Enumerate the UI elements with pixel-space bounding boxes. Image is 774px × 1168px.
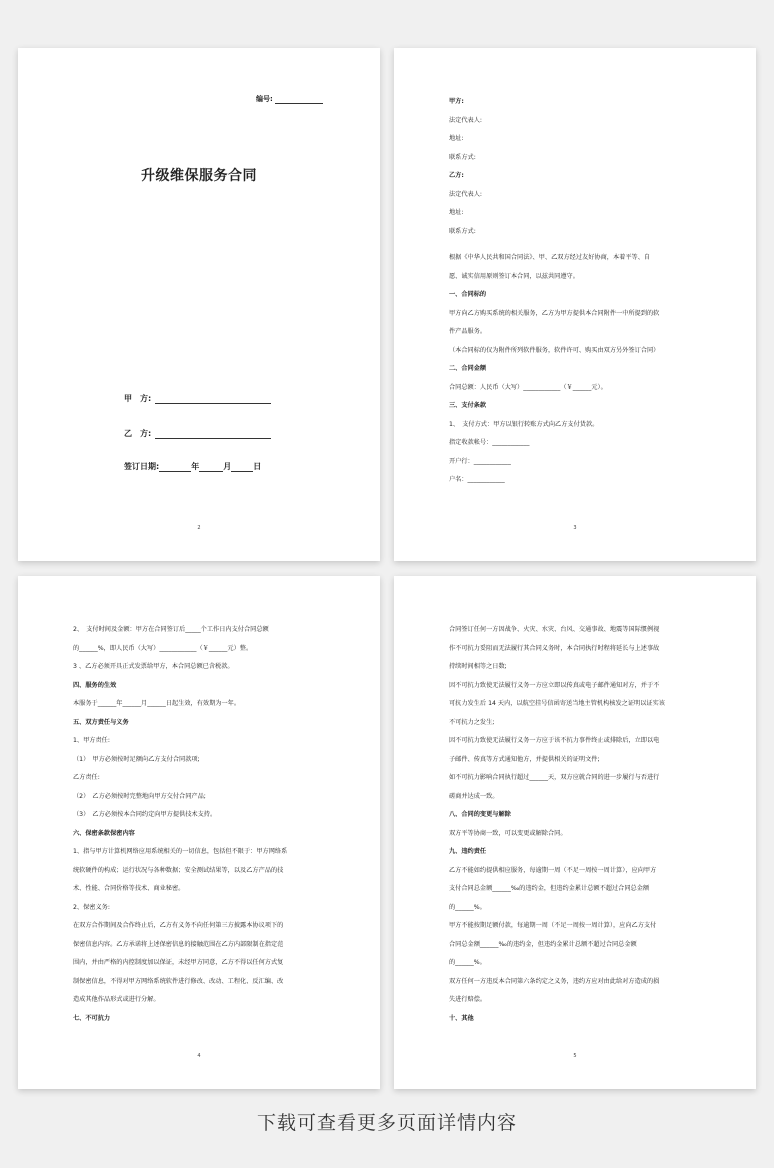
text-line: 持续时间相等之日数; <box>449 663 507 670</box>
contract-number-label: 编号: <box>256 95 273 103</box>
text-line: 子邮件、传真等方式通知他方，并提供相关的证明文件; <box>449 755 600 763</box>
text-line: 1、 支付方式：甲方以银行转账方式向乙方支付货款。 <box>449 420 599 428</box>
text-line: 乙方不能如约提供相应服务，每逾期一周（不足一周按一周计算），应向甲方 <box>449 866 657 874</box>
contract-number-line <box>275 103 323 104</box>
text-line: 联系方式: <box>449 227 476 235</box>
text-line: 地址: <box>449 135 464 142</box>
text-line: 1、甲方责任: <box>73 737 110 744</box>
text-line: 可抗力发生后 14 天内，以航空挂号信函寄送当地主管机构核发之证明以证实该 <box>449 700 665 707</box>
text-line: 统软硬件的构成；运行状况与各种数据；安全测试结果等，以及乙方产品的技 <box>73 866 284 874</box>
page-number: 4 <box>197 1053 201 1059</box>
text-line: 在双方合作期间及合作终止后，乙方有义务不向任何第三方披露本协议项下的 <box>73 922 284 929</box>
text-line: 乙方责任: <box>73 774 100 781</box>
text-line: 术、性能、合同价格等技术、商业秘密。 <box>73 885 185 892</box>
contract-page-4 <box>394 576 756 1089</box>
text-line: 双方任何一方违反本合同第六条约定之义务，违约方应对由此给对方造成的损 <box>449 977 660 985</box>
text-line: 甲方不能按期足额付款，每逾期一周（不足一周按一周计算），应向乙方支付 <box>449 922 657 929</box>
text-line: 指定收款帐号：____________ <box>449 439 530 446</box>
section-heading: 七、不可抗力 <box>73 1014 111 1022</box>
page-body <box>449 626 700 1033</box>
text-line: （本合同标的仅为附件所列软件服务，软件许可、购买由双方另外签订合同） <box>449 346 660 354</box>
sign-date-field <box>124 461 261 472</box>
text-line: 法定代表人: <box>449 190 483 198</box>
text-line: 合同总额：人民币（大写）____________（￥______元）。 <box>449 383 607 391</box>
text-line: 合同签订任何一方因战争、火灾、水灾、台风、交通事故、地震等国际惯例视 <box>449 626 660 633</box>
text-line: 件产品服务。 <box>449 328 487 335</box>
text-line: 围内，并由严格的内控制度加以保证，未经甲方同意，乙方不得以任何方式复 <box>73 959 284 966</box>
party-b-field <box>124 428 271 439</box>
page-number: 2 <box>197 525 201 531</box>
text-line: 甲方向乙方购买系统的相关服务，乙方为甲方提供本合同附件一中所提到的软 <box>449 309 660 317</box>
paragraph-gap <box>449 246 700 254</box>
sign-day-unit: 日 <box>253 462 262 471</box>
section-heading: 五、双方责任与义务 <box>73 718 129 726</box>
text-line: 本服务于______年______月______日起生效，有效期为一年。 <box>73 700 241 707</box>
text-line: 双方平等协商一致，可以变更或解除合同。 <box>449 829 567 837</box>
page-body <box>73 626 324 1033</box>
page-number: 5 <box>573 1053 577 1059</box>
download-more-caption[interactable]: 下载可查看更多页面详情内容 <box>256 1112 517 1134</box>
section-heading: 甲方: <box>449 98 464 105</box>
sign-year-unit: 年 <box>191 462 200 471</box>
section-heading: 六、保密条款保密内容 <box>73 829 135 837</box>
page-body <box>449 98 700 495</box>
sign-month-line <box>199 462 223 472</box>
text-line: 合同总金额______‰的违约金，但违约金累计总额不超过合同总金额 <box>449 940 637 948</box>
text-line: 的______%。 <box>449 959 486 966</box>
sign-month-unit: 月 <box>223 462 232 471</box>
sign-day-line <box>231 462 253 472</box>
party-b-line <box>155 429 271 439</box>
text-line: 造成其他作品形式或进行分解。 <box>73 996 160 1003</box>
text-line: 2、保密义务: <box>73 903 110 911</box>
section-heading: 十、其他 <box>449 1014 474 1022</box>
text-line: （1） 甲方必须按时足额向乙方支付合同款项; <box>73 755 200 763</box>
text-line: 的______%，即人民币（大写）____________（￥______元）整。 <box>73 644 253 652</box>
text-line: 保密信息内容。乙方承诺将上述保密信息的接触范围在乙方内部限制在指定范 <box>73 940 284 948</box>
contract-page-3 <box>18 576 380 1089</box>
section-heading: 八、合同的变更与解除 <box>449 811 511 818</box>
party-b-label: 乙 方: <box>124 429 152 438</box>
section-heading: 一、合同标的 <box>449 291 487 298</box>
text-line: （2） 乙方必须按时完整地向甲方交付合同产品; <box>73 792 206 800</box>
text-line: 2、 支付时间及金额：甲方在合同签订后_____个工作日内支付合同总额 <box>73 626 269 633</box>
page-number: 3 <box>573 525 577 531</box>
text-line: 支付合同总金额______‰的违约金，但违约金累计总额不超过合同总金额 <box>449 885 650 892</box>
contract-page-2 <box>394 48 756 561</box>
text-line: 3 、乙方必须开具正式发票给甲方，本合同总额已含税款。 <box>73 663 234 670</box>
sign-date-label: 签订日期: <box>124 462 160 471</box>
section-heading: 二、合同金额 <box>449 365 487 372</box>
text-line: 开户行：____________ <box>449 457 511 465</box>
text-line: 地址: <box>449 209 464 216</box>
text-line: 作不可抗力妥阻而无法履行其合同义务时，本合同执行时程将延长与上述事故 <box>449 644 660 652</box>
contract-number-field <box>256 94 323 104</box>
text-line: 因不可抗力致使无法履行义务一方应立即以传真或电子邮件通知对方，并于不 <box>449 681 660 689</box>
section-heading: 乙方: <box>449 172 464 179</box>
section-heading: 四、服务的生效 <box>73 681 117 689</box>
section-heading: 九、违约责任 <box>449 848 487 855</box>
text-line: 不可抗力之发生; <box>449 718 495 726</box>
party-a-label: 甲 方: <box>124 394 152 403</box>
party-a-line <box>155 394 271 404</box>
text-line: 磋商并达成一致。 <box>449 792 499 800</box>
text-line: 1、指与甲方计算机网络应用系统相关的一切信息，包括但不限于：甲方网络系 <box>73 848 288 855</box>
text-line: 失进行赔偿。 <box>449 996 487 1003</box>
text-line: 法定代表人: <box>449 116 483 124</box>
text-line: 联系方式: <box>449 153 476 161</box>
party-a-field <box>124 393 271 404</box>
text-line: 的______%。 <box>449 903 486 911</box>
text-line: 根据《中华人民共和国合同法》、甲、乙双方经过友好协商，本着平等、自 <box>449 254 651 261</box>
section-heading: 三、支付条款 <box>449 402 487 409</box>
text-line: 制保密信息，不得对甲方网络系统软件进行修改、改动、工程化、反汇编、改 <box>73 977 284 985</box>
sign-year-line <box>159 462 191 472</box>
text-line: （3） 乙方必须按本合同约定向甲方提供技术支持。 <box>73 811 217 818</box>
contract-page-cover <box>18 48 380 561</box>
contract-title: 升级维保服务合同 <box>141 168 257 184</box>
text-line: 户名：____________ <box>449 476 505 483</box>
text-line: 如不可抗力影响合同执行超过______天，双方应就合同的进一步履行与否进行 <box>449 774 660 781</box>
text-line: 因不可抗力致使无法履行义务一方应于该不抗力事件终止或排除后，立即以电 <box>449 737 660 744</box>
text-line: 愿、诚实信用原则签订本合同，以兹共同遵守。 <box>449 272 579 280</box>
